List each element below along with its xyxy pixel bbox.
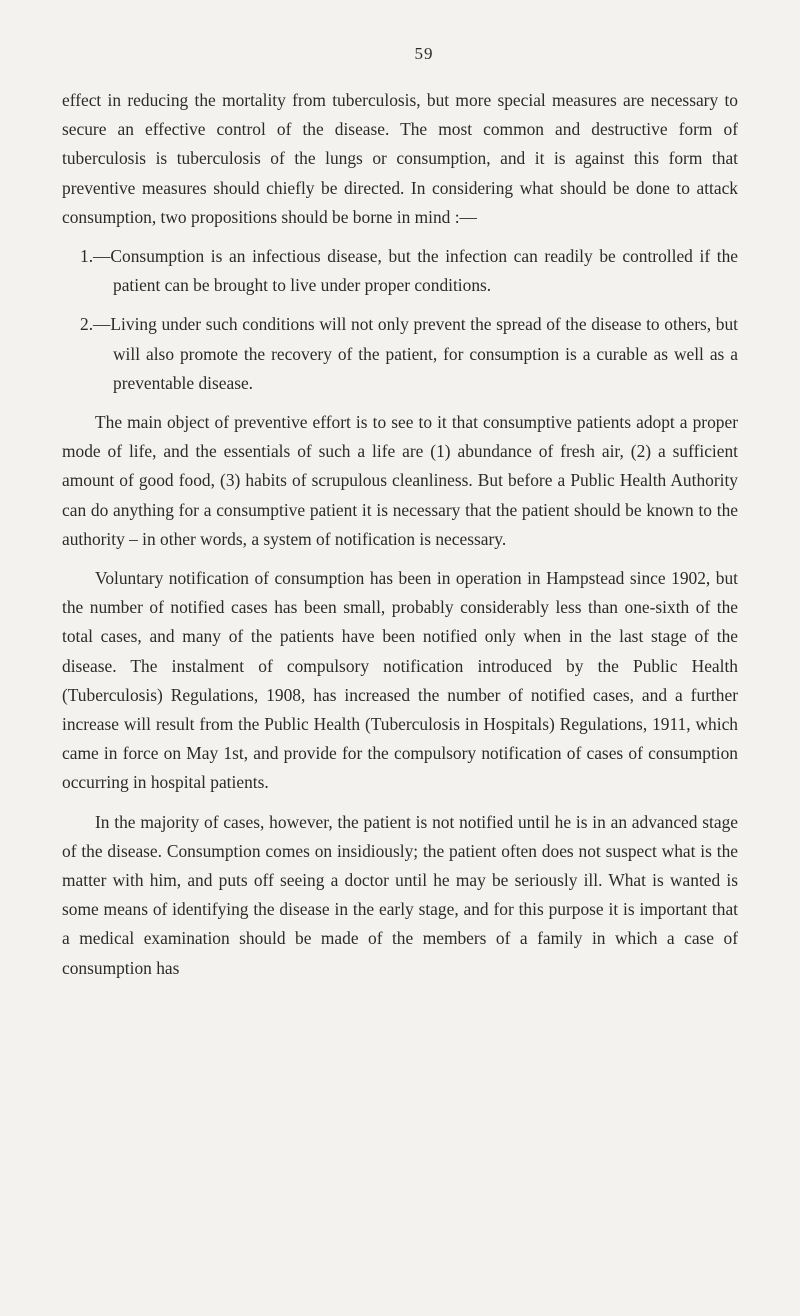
paragraph-majority-of-cases: In the majority of cases, however, the patient is not notified until he is in an advanced stage of the disease. Consumption comes on insidiously; the patient often does not suspect what is the matter with him, and puts off seeing a doctor until he may be seriously ill. What is wanted is some means of identifying the disease in the early stage, and for this purpose it is important that a medical examination should be made of the members of a family in which a case of consumption has	[62, 811, 738, 978]
page-number: 59	[414, 44, 434, 63]
proposition-2: 2.—Living under such conditions will not only prevent the spread of the disease to others, but will also promote the recovery of the patient, for consumption is a curable as well as a preventable disease.	[80, 314, 738, 393]
proposition-1: 1.—Consumption is an infectious disease, but the infection can readily be controlled if the patient can be brought to live under proper conditions.	[80, 246, 738, 296]
paragraph-preventive-effort: The main object of preventive effort is to see to it that consumptive patients adopt a proper mode of life, and the essentials of such a life are (1) abundance of fresh air, (2) a sufficient amount of good food, (3) habits of scrupulous cleanliness. But before a Public Health Authority can do anything for a consumptive patient it is necessary that the patient should be known to the authority – in other words, a system of notification is necessary.	[62, 412, 738, 549]
paragraph-continuation: effect in reducing the mortality from tuberculosis, but more special measures are necessary to secure an effective control of the disease. The most common and destructive form of tuberculosis is tuberculosis of the lungs or consumption, and it is against this form that preventive measures should chiefly be directed. In considering what should be done to attack consumption, two propositions should be borne in mind :—	[62, 90, 738, 227]
paragraph-voluntary-notification: Voluntary notification of consumption has been in operation in Hampstead since 1902, but the number of notified cases has been small, probably considerably less than one-sixth of the total cases, and many of the patients have been notified only when in the last stage of the disease. The instalment of compulsory notification introduced by the Public Health (Tuberculosis) Regulations, 1908, has increased the number of notified cases, and a further increase will result from the Public Health (Tuberculosis in Hospitals) Regulations, 1911, which came in force on May 1st, and provide for the compulsory notification of cases of consumption occurring in hospital patients.	[62, 568, 738, 793]
document-page	[62, 44, 738, 993]
